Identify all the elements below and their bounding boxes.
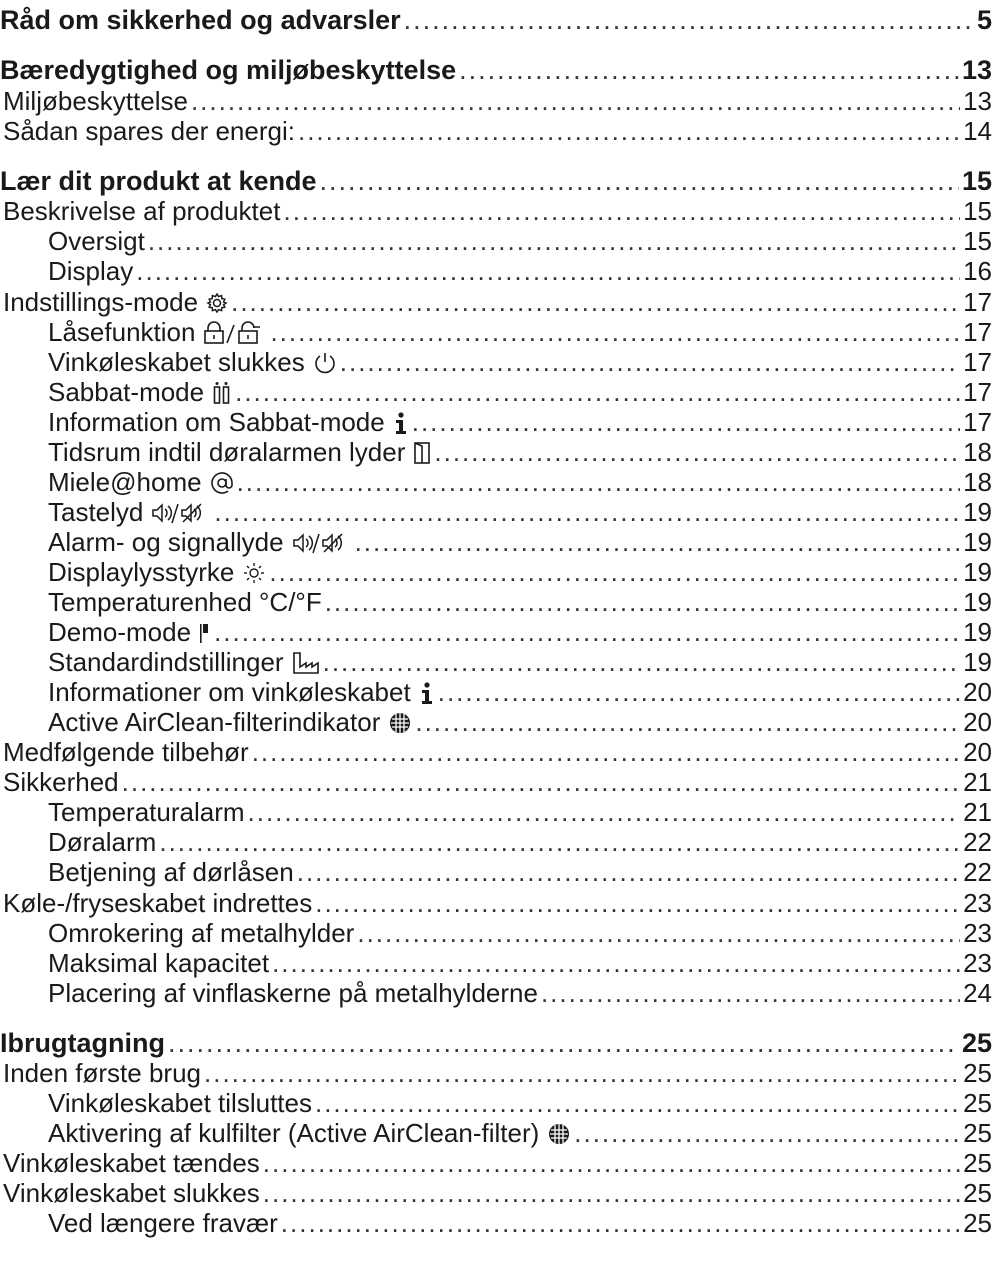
toc-page-number: 5	[976, 5, 992, 35]
brightness-icon	[242, 560, 266, 586]
toc-entry-door-alarm[interactable]	[0, 827, 992, 858]
filter-icon	[388, 710, 412, 736]
toc-entry-text: Active AirClean-filterindikator	[48, 707, 381, 737]
toc-entry-display[interactable]	[0, 256, 992, 287]
toc-page-number: 15	[961, 166, 992, 196]
toc-page-number: 22	[963, 827, 992, 857]
toc-entry-text: Demo-mode	[48, 617, 192, 647]
toc-entry-default-settings[interactable]	[0, 647, 992, 678]
toc-entry-title: Sådan spares der energi:	[3, 116, 295, 146]
door-icon	[413, 440, 431, 466]
toc-entry-title: Inden første brug	[3, 1058, 201, 1088]
toc-leader-dots	[298, 116, 960, 147]
toc-entry-max-capacity[interactable]	[0, 948, 992, 979]
toc-entry-title	[3, 287, 228, 318]
toc-leader-dots	[340, 347, 960, 378]
toc-entry-title: Råd om sikkerhed og advarsler	[0, 5, 401, 35]
toc-entry-title	[48, 677, 435, 708]
toc-leader-dots	[283, 196, 960, 227]
toc-page-number: 15	[963, 226, 992, 256]
toc-entry-bottle-placement[interactable]	[0, 978, 992, 1009]
toc-entry-text: Aktivering af kulfilter (Active AirClean-filter)	[48, 1118, 540, 1148]
toc-page-number: 23	[963, 888, 992, 918]
toc-entry-title: Lær dit produkt at kende	[0, 166, 317, 196]
toc-leader-dots	[574, 1118, 960, 1149]
toc-page-number: 25	[963, 1118, 992, 1148]
toc-entry-sustainability[interactable]	[0, 55, 992, 86]
toc-entry-description[interactable]	[0, 196, 992, 227]
toc-entry-title	[48, 317, 267, 348]
toc-entry-text: Information om Sabbat-mode	[48, 407, 385, 437]
toc-page-number: 24	[963, 978, 992, 1008]
toc-entry-title	[48, 467, 234, 498]
toc-entry-alarm-sounds[interactable]	[0, 527, 992, 558]
toc-page-number: 21	[963, 797, 992, 827]
toc-leader-dots	[214, 617, 960, 648]
toc-page-number: 14	[963, 116, 992, 146]
candles-icon	[212, 380, 232, 406]
toc-entry-title: Display	[48, 256, 134, 286]
toc-entry-title	[48, 407, 409, 438]
toc-entry-title	[48, 497, 211, 528]
toc-entry-title	[48, 1118, 571, 1149]
toc-entry-long-absence[interactable]	[0, 1208, 992, 1239]
toc-entry-safety-section[interactable]	[0, 767, 992, 798]
toc-entry-accessories[interactable]	[0, 737, 992, 768]
toc-entry-title	[48, 527, 352, 558]
toc-entry-title	[48, 557, 266, 588]
toc-entry-title	[48, 647, 320, 678]
toc-entry-title: Bæredygtighed og miljøbeskyttelse	[0, 55, 457, 85]
toc-page-number: 13	[963, 86, 992, 116]
toc-entry-title: Køle-/fryseskabet indrettes	[3, 888, 313, 918]
toc-entry-title: Ibrugtagning	[0, 1028, 165, 1058]
toc-entry-switch-off[interactable]	[0, 347, 992, 378]
toc-entry-title	[48, 707, 412, 738]
toc-page-number: 17	[963, 347, 992, 377]
toc-page-number: 23	[963, 918, 992, 948]
toc-leader-dots	[148, 226, 960, 257]
toc-page-number: 17	[963, 317, 992, 347]
toc-leader-dots	[122, 767, 960, 798]
toc-leader-dots	[459, 55, 959, 86]
toc-entry-cabinet-info[interactable]	[0, 677, 992, 708]
toc-entry-text: Displaylysstyrke	[48, 557, 235, 587]
toc-entry-title: Vinkøleskabet slukkes	[3, 1178, 260, 1208]
toc-leader-dots	[272, 948, 960, 979]
lock-unlock-icon	[203, 320, 267, 346]
toc-page-number: 19	[963, 587, 992, 617]
toc-page-number: 25	[963, 1178, 992, 1208]
toc-leader-dots	[252, 737, 960, 768]
toc-entry-title: Ved længere fravær	[48, 1208, 278, 1238]
toc-entry-title: Medfølgende tilbehør	[3, 737, 249, 767]
toc-leader-dots	[136, 256, 960, 287]
power-icon	[313, 350, 337, 376]
toc-entry-text: Miele@home	[48, 467, 202, 497]
toc-entry-title: Vinkøleskabet tændes	[3, 1148, 260, 1178]
toc-page-number: 25	[963, 1058, 992, 1088]
toc-entry-lock[interactable]	[0, 317, 992, 348]
speaker-on-off-icon	[151, 500, 211, 526]
toc-leader-dots	[191, 86, 960, 117]
toc-entry-brightness[interactable]	[0, 557, 992, 588]
toc-entry-sabbath-info[interactable]	[0, 407, 992, 438]
toc-page-number: 16	[963, 256, 992, 286]
toc-page-number: 20	[963, 707, 992, 737]
toc-entry-text: Standardindstillinger	[48, 647, 284, 677]
filter-icon	[547, 1121, 571, 1147]
toc-page-number: 22	[963, 857, 992, 887]
toc-entry-text: Sabbat-mode	[48, 377, 205, 407]
toc-leader-dots	[412, 407, 960, 438]
toc-entry-title: Sikkerhed	[3, 767, 119, 797]
toc-entry-title: Vinkøleskabet tilsluttes	[48, 1088, 312, 1118]
toc-entry-title	[48, 617, 211, 648]
toc-page-number: 17	[963, 377, 992, 407]
speaker-on-off-icon	[292, 530, 352, 556]
toc-leader-dots	[263, 1148, 960, 1179]
toc-entry-title: Maksimal kapacitet	[48, 948, 270, 978]
toc-page-number: 25	[963, 1088, 992, 1118]
toc-leader-dots	[325, 587, 960, 618]
toc-entry-environment[interactable]	[0, 86, 992, 117]
toc-page-number: 15	[963, 196, 992, 226]
toc-entry-title: Placering af vinflaskerne på metalhylderne	[48, 978, 538, 1008]
toc-entry-switch-off-2[interactable]	[0, 1178, 992, 1209]
toc-leader-dots	[415, 707, 960, 738]
toc-entry-text: Informationer om vinkøleskabet	[48, 677, 411, 707]
toc-leader-dots	[263, 1178, 960, 1209]
toc-page-number: 18	[963, 467, 992, 497]
toc-leader-dots	[438, 677, 960, 708]
toc-entry-activate-filter[interactable]	[0, 1118, 992, 1149]
toc-leader-dots	[204, 1058, 960, 1089]
toc-entry-door-alarm-time[interactable]	[0, 437, 992, 468]
toc-page-number: 19	[963, 617, 992, 647]
toc-leader-dots	[237, 467, 961, 498]
toc-entry-commissioning[interactable]	[0, 1028, 992, 1059]
toc-entry-arrange-cabinet[interactable]	[0, 888, 992, 919]
toc-leader-dots	[270, 317, 960, 348]
toc-page-number: 25	[961, 1028, 992, 1058]
toc-page-number: 25	[963, 1208, 992, 1238]
toc-page-number: 20	[963, 677, 992, 707]
toc-entry-key-tone[interactable]	[0, 497, 992, 528]
toc-entry-sabbath[interactable]	[0, 377, 992, 408]
toc-leader-dots	[434, 437, 960, 468]
toc-entry-settings-mode[interactable]	[0, 287, 992, 318]
toc-leader-dots	[168, 1028, 959, 1059]
toc-page-number: 13	[961, 55, 992, 85]
toc-entry-title: Oversigt	[48, 226, 145, 256]
toc-entry-text: Låsefunktion	[48, 317, 196, 347]
toc-entry-title	[48, 347, 337, 378]
toc-entry-filter-indicator[interactable]	[0, 707, 992, 738]
toc-entry-temperature-unit[interactable]	[0, 587, 992, 618]
toc-page-number: 19	[963, 497, 992, 527]
toc-entry-title	[48, 377, 232, 408]
toc-leader-dots	[159, 827, 960, 858]
toc-entry-text: Indstillings-mode	[3, 287, 199, 317]
toc-page-number: 21	[963, 767, 992, 797]
toc-page-number: 19	[963, 527, 992, 557]
toc-page-number: 19	[963, 557, 992, 587]
toc-entry-text: Vinkøleskabet slukkes	[48, 347, 305, 377]
demo-icon	[199, 620, 211, 646]
toc-leader-dots	[235, 377, 960, 408]
toc-leader-dots	[315, 888, 960, 919]
toc-leader-dots	[281, 1208, 960, 1239]
toc-leader-dots	[214, 497, 960, 528]
toc-entry-title: Omrokering af metalhylder	[48, 918, 355, 948]
toc-leader-dots	[323, 647, 960, 678]
toc-entry-know-product[interactable]	[0, 166, 992, 197]
gear-icon	[206, 290, 228, 316]
toc-entry-title: Betjening af dørlåsen	[48, 857, 294, 887]
info-icon	[393, 410, 409, 436]
toc-entry-title: Døralarm	[48, 827, 157, 857]
toc-entry-connect[interactable]	[0, 1088, 992, 1119]
toc-entry-door-lock[interactable]	[0, 857, 992, 888]
toc-leader-dots	[269, 557, 960, 588]
toc-entry-title: Miljøbeskyttelse	[3, 86, 188, 116]
at-icon	[210, 470, 234, 496]
toc-entry-title: Temperaturenhed °C/°F	[48, 587, 322, 617]
toc-entry-overview[interactable]	[0, 226, 992, 257]
toc-leader-dots	[404, 5, 974, 36]
toc-entry-move-shelves[interactable]	[0, 918, 992, 949]
toc-entry-text: Tastelyd	[48, 497, 144, 527]
toc-leader-dots	[541, 978, 960, 1009]
toc-entry-text: Alarm- og signallyde	[48, 527, 284, 557]
toc-entry-switch-on[interactable]	[0, 1148, 992, 1179]
factory-icon	[292, 650, 320, 676]
toc-leader-dots	[297, 857, 960, 888]
toc-entry-title: Temperaturalarm	[48, 797, 245, 827]
toc-leader-dots	[231, 287, 960, 318]
toc-page-number: 25	[963, 1148, 992, 1178]
toc-entry-temperature-alarm[interactable]	[0, 797, 992, 828]
toc-entry-before-first-use[interactable]	[0, 1058, 992, 1089]
toc-page-number: 18	[963, 437, 992, 467]
toc-entry-demo-mode[interactable]	[0, 617, 992, 648]
toc-entry-text: Tidsrum indtil døralarmen lyder	[48, 437, 406, 467]
toc-leader-dots	[320, 166, 959, 197]
toc-entry-title	[48, 437, 431, 468]
info-icon	[419, 680, 435, 706]
toc-leader-dots	[357, 918, 960, 949]
toc-leader-dots	[248, 797, 961, 828]
toc-leader-dots	[355, 527, 961, 558]
toc-page-number: 17	[963, 287, 992, 317]
toc-page-number: 23	[963, 948, 992, 978]
toc-entry-safety[interactable]	[0, 5, 992, 36]
toc-page-number: 19	[963, 647, 992, 677]
toc-entry-title: Beskrivelse af produktet	[3, 196, 281, 226]
toc-leader-dots	[315, 1088, 960, 1119]
toc-entry-energy[interactable]	[0, 116, 992, 147]
toc-page-number: 17	[963, 407, 992, 437]
toc-entry-miele-home[interactable]	[0, 467, 992, 498]
toc-page-number: 20	[963, 737, 992, 767]
